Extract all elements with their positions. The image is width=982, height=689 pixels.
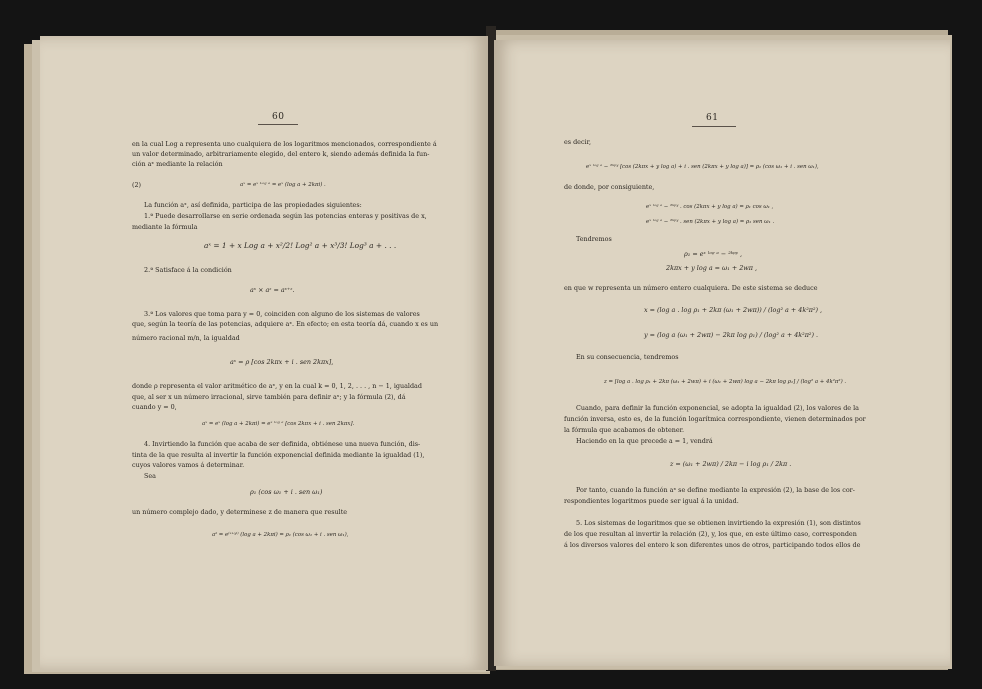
text-line: un número complejo dado, y determinese z de manera que resulte bbox=[132, 508, 348, 516]
equation: 2kπx + y log a = ω₁ + 2wπ , bbox=[666, 264, 758, 272]
text-line: número racional m/n, la igualdad bbox=[132, 334, 240, 342]
text-line: Por tanto, cuando la función aˣ se define mediante la expresión (2), la base de los cor- bbox=[576, 486, 855, 494]
text-line: Haciendo en la que precede a = 1, vendrá bbox=[576, 437, 713, 445]
text-line: en la cual Log a representa uno cualquiera de los logaritmos mencionados, correspondiente á bbox=[132, 140, 437, 148]
equation: y = (log a (ω₁ + 2wπ) − 2kπ log ρ₁) / (log² a + 4k²π²) . bbox=[644, 331, 819, 339]
text-line: Sea bbox=[144, 472, 156, 480]
text-line: de los que resultan al invertir la relación (2), y, los que, en este último caso, corresponden bbox=[564, 530, 857, 538]
text-line: respondientes logaritmos puede ser igual á la unidad. bbox=[564, 497, 739, 505]
text-line: La función aˣ, así definida, participa de las propiedades siguientes: bbox=[144, 201, 362, 209]
equation: aˣ = eˣ (log a + 2kπi) = eˣ ˡᵒᵍ ᵃ [cos 2kπx + i . sen 2kπx]. bbox=[202, 421, 355, 427]
left-page bbox=[40, 36, 488, 670]
text-line: En su consecuencia, tendremos bbox=[576, 353, 679, 361]
text-line: la fórmula que acabamos de obtener. bbox=[564, 426, 685, 434]
text-line: Tendremos bbox=[576, 235, 612, 243]
text-line: función inversa, esto es, de la función logarítmica correspondiente, vienen determinados por bbox=[564, 415, 866, 423]
equation: eˣ ˡᵒᵍ ᵃ − ²ᵏᵖʸ [cos (2kπx + y log a) + i . sen (2kπx + y log a)] = ρ₁ (cos ω₁ + i . sen ω₁), bbox=[586, 164, 819, 170]
right-page bbox=[494, 40, 950, 666]
text-line: cuando y = 0, bbox=[132, 403, 177, 411]
text-line: de donde, por consiguiente, bbox=[564, 183, 655, 191]
equation: z = (ω₁ + 2wπ) / 2kπ − i log ρ₁ / 2kπ . bbox=[670, 460, 792, 468]
text-line: mediante la fórmula bbox=[132, 223, 198, 231]
text-line: 3.ª Los valores que toma para y = 0, coinciden con alguno de los sistemas de valores bbox=[144, 310, 420, 318]
equation: aˣ = eˣ ᴸᵒᵍ ᵃ = eˣ (log a + 2kπi) . bbox=[240, 182, 326, 188]
equation: eˣ ˡᵒᵍ ᵃ − ²ᵏᵖʸ . cos (2kπx + y log a) = ρ₁ cos ω₁ , bbox=[646, 204, 774, 210]
text-line: cuyos valores vamos á determinar. bbox=[132, 461, 245, 469]
page-number: 60 bbox=[272, 112, 285, 122]
text-line: que, al ser x un número irracional, sirve también para definir aˣ; y la fórmula (2), dá bbox=[132, 393, 406, 401]
equation: aˣ × aᶻ = aˣ⁺ᶻ. bbox=[250, 286, 295, 294]
text-line: en que w representa un número entero cualquiera. De este sistema se deduce bbox=[564, 284, 818, 292]
header-rule bbox=[258, 124, 298, 125]
equation: ρ₁ (cos ω₁ + i . sen ω₁) bbox=[250, 488, 323, 496]
equation: aˣ = ρ [cos 2kπx + i . sen 2kπx], bbox=[230, 358, 334, 366]
text-line: tinta de la que resulta al invertir la función exponencial definida mediante la igualdad (1), bbox=[132, 451, 425, 459]
text-line: Cuando, para definir la función exponencial, se adopta la igualdad (2), los valores de la bbox=[576, 404, 859, 412]
text-line: 5. Los sistemas de logaritmos que se obtienen invirtiendo la expresión (1), son distintos bbox=[576, 519, 861, 527]
equation: aᶻ = e⁽ˣ⁺ʸⁱ⁾ (log a + 2kπi) = ρ₁ (cos ω₁ + i . sen ω₁), bbox=[212, 532, 349, 538]
text-line: que, según la teoría de las potencias, adquiere aˣ. En efecto; en esta teoría dá, cuando x es un bbox=[132, 320, 439, 328]
equation: z = [log a . log ρ₁ + 2kπ (ω₁ + 2wπ) + i (ω₁ + 2wπ) log a − 2kπ log ρ₁] / (log² a + 4k²π²) . bbox=[604, 379, 847, 385]
text-line: 1.ª Puede desarrollarse en serie ordenada según las potencias enteras y positivas de x, bbox=[144, 212, 427, 220]
header-rule bbox=[692, 126, 736, 127]
page-number: 61 bbox=[706, 113, 719, 123]
text-line: un valor determinado, arbitrariamente elegido, del entero k, siendo además definida la fun- bbox=[132, 150, 430, 158]
equation: ρ₁ = eˣ ˡᵒᵍ ᵃ − ²ᵏᵖʸ , bbox=[684, 250, 743, 258]
text-line: ción aˣ mediante la relación bbox=[132, 160, 223, 168]
text-line: 4. Invirtiendo la función que acaba de ser definida, obtiénese una nueva función, dis- bbox=[144, 440, 421, 448]
equation: eˣ ˡᵒᵍ ᵃ − ²ᵏᵖʸ . sen (2kπx + y log a) = ρ₁ sen ω₁ . bbox=[646, 219, 775, 225]
equation: x = (log a . log ρ₁ + 2kπ (ω₁ + 2wπ)) / (log² a + 4k²π²) , bbox=[644, 306, 823, 314]
text-line: es decir, bbox=[564, 138, 591, 146]
text-line: donde ρ representa el valor aritmético de aˣ, y en la cual k = 0, 1, 2, . . . , n − 1, igualdad bbox=[132, 382, 422, 390]
equation-number: (2) bbox=[132, 181, 142, 189]
text-line: á los diversos valores del entero k son diferentes unos de otros, participando todos ellos de bbox=[564, 541, 861, 549]
equation: aˣ = 1 + x Log a + x²/2! Log² a + x³/3! Log³ a + . . . bbox=[204, 241, 397, 250]
text-line: 2.ª Satisface á la condición bbox=[144, 266, 232, 274]
